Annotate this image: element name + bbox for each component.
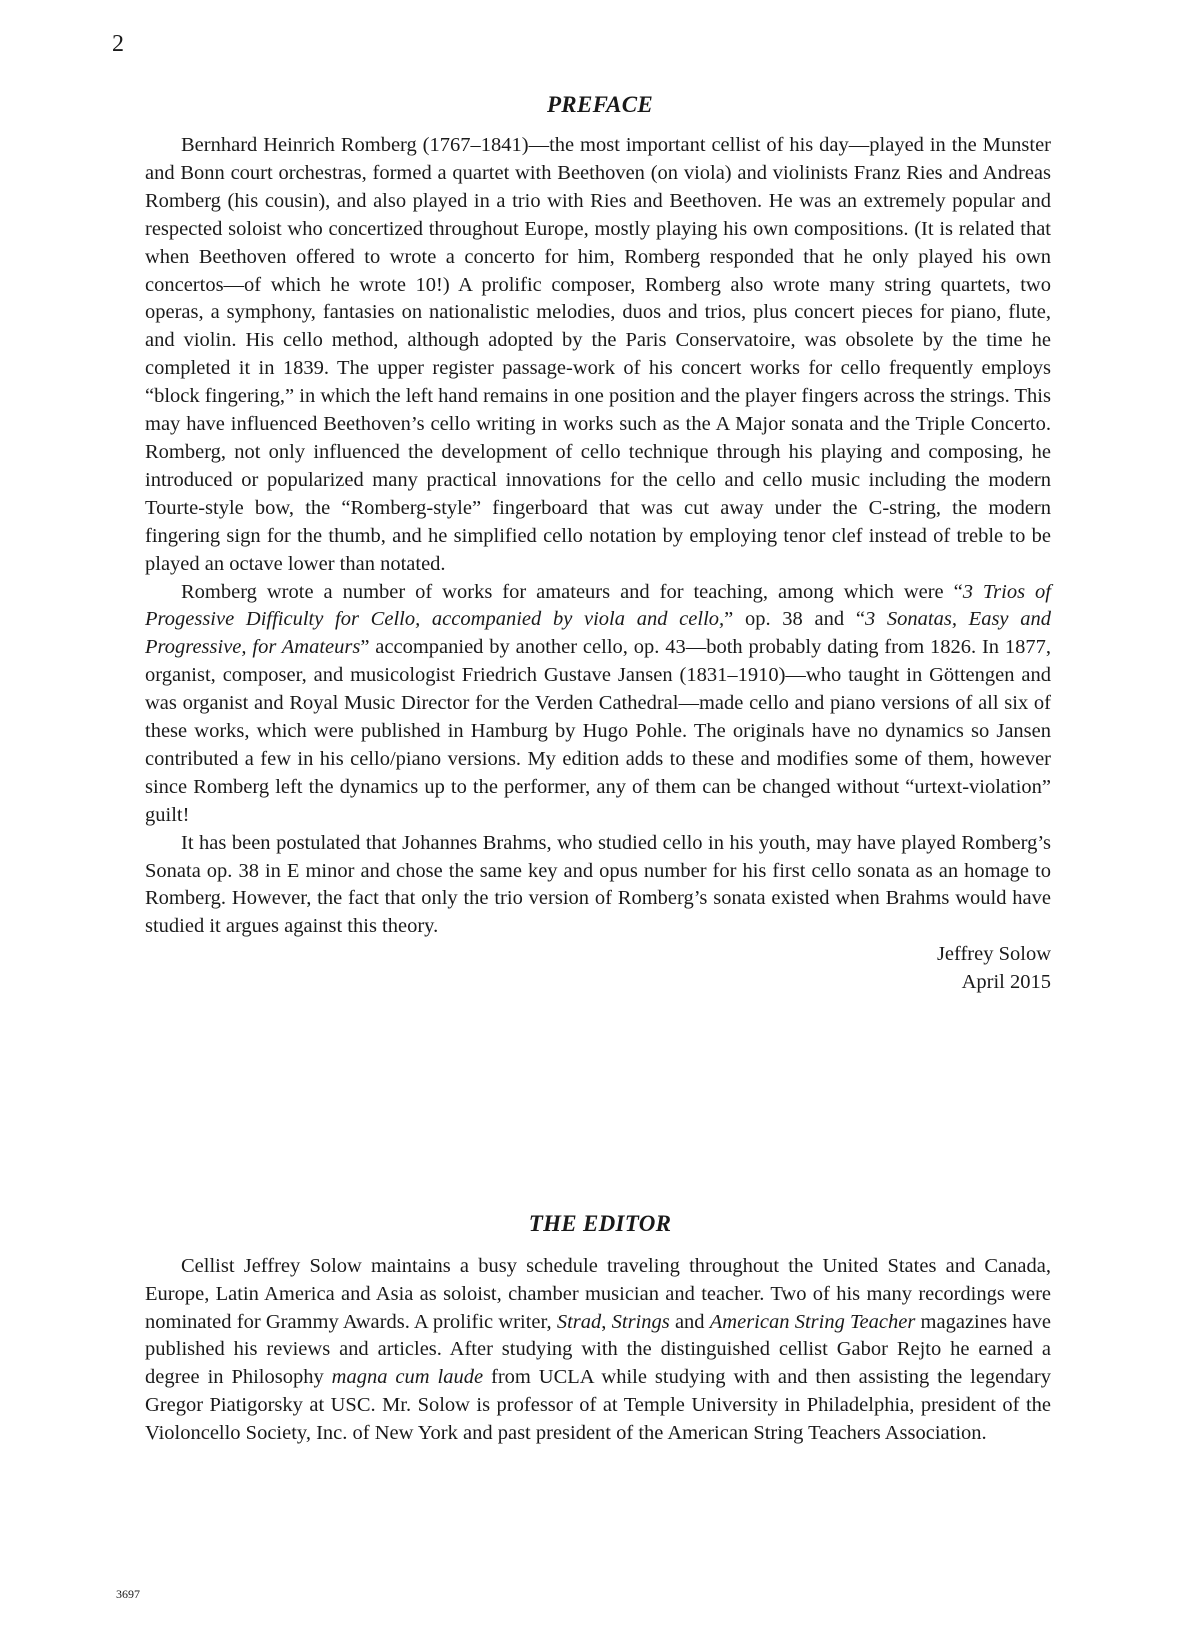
editor-body [145, 1253, 1051, 1448]
catalog-number: 3697 [116, 1587, 140, 1601]
editor-text-d: magazines have published his reviews and articles. After studying with the distinguished cellist Gabor Rejto he earned a degree in Philosophy [145, 1310, 1051, 1389]
editor-text-b: , [601, 1310, 612, 1333]
preface-title: PREFACE [546, 92, 654, 117]
editor-magazine-1: Strad [556, 1310, 602, 1333]
editor-magazine-3: American String Teacher [709, 1310, 916, 1333]
preface-p2-work-title-2: 3 Sonatas, Easy and Progressive, for Amateurs [145, 608, 1051, 659]
preface-p2-text-c: ” accompanied by another cello, op. 43—both probably dating from 1826. In 1877, organist, composer, and musicologist Friedrich Gustave Jansen (1831–1910)—who taught in Göttengen and was organist and Royal Music Director for the Verden Cathedral—made cello and piano versions of all six of these works, which were published in Hamburg by Hugo Pohle. The originals have no dynamics so Jansen contributed a few in his cello/piano versions. My edition adds to these and modifies some of them, however since Romberg left the dynamics up to the performer, any of them can be changed without “urtext-violation” guilt! [145, 636, 1051, 826]
editor-paragraph [145, 1253, 1051, 1448]
preface-p2-work-title-1: 3 Trios of Progessive Difficulty for Cello, accompanied by viola and cello, [145, 580, 1051, 631]
preface-paragraph-1: Bernhard Heinrich Romberg (1767–1841)—the most important cellist of his day—played in the Munster and Bonn court orchestras, formed a quartet with Beethoven (on viola) and violinists Franz Ries and Andreas Romberg (his cousin), and also played in a trio with Ries and Beethoven. He was an extremely popular and respected soloist who concertized throughout Europe, mostly playing his own compositions. (It is related that when Beethoven offered to wrote a concerto for him, Romberg responded that he only played his own concertos—of which he wrote 10!) A prolific composer, Romberg also wrote many string quartets, two operas, a symphony, fantasies on nationalistic melodies, duos and trios, plus concert pieces for piano, flute, and violin. His cello method, although adopted by the Paris Conservatoire, was obsolete by the time he completed it in 1839. The upper register passage-work of his concert works for cello frequently employs “block fingering,” in which the left hand remains in one position and the player fingers across the strings. This may have influenced Beethoven’s cello writing in works such as the A Major sonata and the Triple Concerto. Romberg, not only influenced the development of cello technique through his playing and composing, he introduced or popularized many practical innovations for the cello and cello music including the modern Tourte-style bow, the “Romberg-style” fingerboard that was cut away under the C-string, the modern fingering sign for the thumb, and he simplified cello notation by employing tenor clef instead of treble to be played an octave lower than notated. [145, 134, 1051, 575]
preface-paragraph-3: It has been postulated that Johannes Brahms, who studied cello in his youth, may have played Romberg’s Sonata op. 38 in E minor and chose the same key and opus number for his first cello sonata as an homage to Romberg. However, the fact that only the trio version of Romberg’s sonata existed when Brahms would have studied it argues against this theory. [145, 831, 1051, 938]
signature-name: Jeffrey Solow [936, 943, 1051, 966]
editor-magazine-2: Strings [611, 1310, 670, 1333]
editor-honor: magna cum laude [331, 1366, 484, 1389]
editor-title: THE EDITOR [528, 1211, 672, 1236]
preface-paragraph-2 [145, 579, 1051, 830]
editor-text-c: and [669, 1310, 710, 1333]
signature-date: April 2015 [961, 971, 1051, 994]
editor-text-a: Cellist Jeffrey Solow maintains a busy schedule traveling throughout the United States and Canada, Europe, Latin America and Asia as soloist, chamber musician and teacher. Two of his many recordings were nominated for Grammy Awards. A prolific writer, [145, 1255, 1051, 1333]
editor-text-e: from UCLA while studying with and then assisting the legendary Gregor Piatigorsky at USC. Mr. Solow is professor of at Temple University in Philadelphia, president of the Violoncello Society, Inc. of New York and past president of the American String Teachers Association. [145, 1366, 1051, 1444]
page-number: 2 [112, 31, 124, 57]
preface-p2-text-a: Romberg wrote a number of works for amateurs and for teaching, among which were “ [181, 580, 963, 603]
preface-body [145, 132, 1051, 997]
preface-p2-text-b: ” op. 38 and “ [724, 608, 865, 631]
